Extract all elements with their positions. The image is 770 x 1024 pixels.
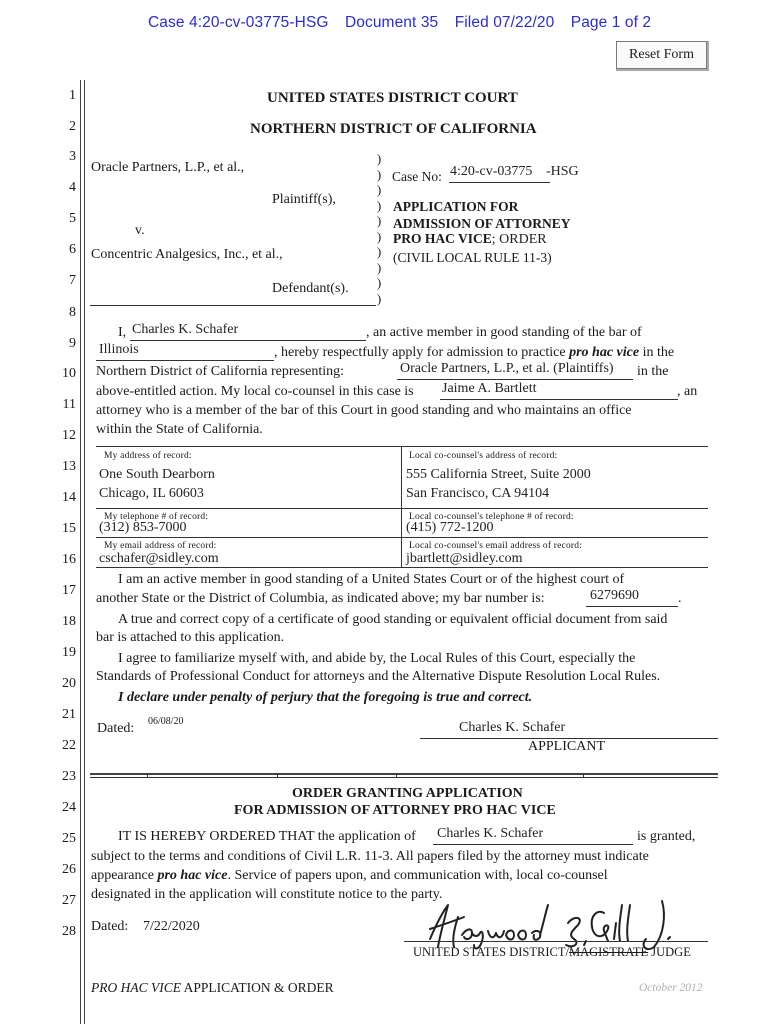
line-number: 6	[69, 242, 76, 257]
case-no-label: Case No:	[392, 169, 442, 184]
local-phone-label: Local co-counsel's telephone # of record:	[409, 512, 574, 522]
applicant-name-field[interactable]: Charles K. Schafer	[132, 322, 239, 337]
cocounsel-text: above-entitled action. My local co-counsel in this case is	[96, 384, 414, 399]
title-line-1: APPLICATION FOR	[393, 199, 519, 214]
my-address-line2[interactable]: Chicago, IL 60603	[99, 486, 204, 501]
representing-text: Northern District of California representing:	[96, 364, 345, 379]
line-number: 17	[62, 583, 76, 598]
line-number: 19	[62, 645, 76, 660]
judge-label-struck: MAGISTRATE	[568, 945, 649, 959]
order-dated-field[interactable]: 7/22/2020	[143, 919, 200, 934]
bar-state-field[interactable]: Illinois	[99, 342, 139, 357]
local-email-field[interactable]: jbartlett@sidley.com	[406, 551, 523, 566]
order-dated-label: Dated:	[91, 919, 129, 934]
rules-line1: I agree to familiarize myself with, and abide by, the Local Rules of this Court, especially the	[118, 651, 636, 666]
in-the-2: in the	[637, 364, 669, 379]
line-number: 21	[62, 707, 76, 722]
margin-line-left-outer	[80, 80, 81, 1024]
judge-label-part1: UNITED STATES DISTRICT/	[413, 945, 569, 959]
pro-hac-vice: pro hac vice	[569, 345, 640, 360]
applicant-dated-field[interactable]: 06/08/20	[148, 716, 184, 727]
active-member-line2: another State or the District of Columbia, as indicated above; my bar number is:	[96, 591, 545, 606]
i-prefix: I,	[118, 325, 127, 340]
in-the: in the	[642, 345, 675, 360]
local-phone-field[interactable]: (415) 772-1200	[406, 520, 494, 535]
line-number: 27	[62, 893, 76, 908]
ordered-text: IT IS HEREBY ORDERED THAT the application of	[118, 829, 416, 844]
line-number: 11	[62, 397, 76, 412]
caption-bottom-line	[90, 305, 376, 306]
granted-text: is granted,	[637, 829, 696, 844]
line-number: 28	[62, 924, 76, 939]
court-name: UNITED STATES DISTRICT COURT	[267, 90, 518, 106]
header-page: Page 1 of 2	[570, 14, 652, 31]
subject-text: subject to the terms and conditions of Civil L.R. 11-3. All papers filed by the attorney must indicate	[91, 849, 649, 864]
judge-label	[413, 945, 691, 960]
local-email-label: Local co-counsel's email address of record:	[409, 541, 583, 551]
line-number: 24	[62, 800, 76, 815]
designated-text: designated in the application will constitute notice to the party.	[91, 887, 443, 902]
line-number: 7	[69, 273, 76, 288]
judge-signature-line	[404, 941, 708, 942]
line-number: 1	[69, 88, 76, 103]
title-line-4: (CIVIL LOCAL RULE 11-3)	[393, 250, 552, 265]
representing-underline	[397, 379, 633, 380]
line-number: 4	[69, 180, 76, 195]
bar-state-underline	[96, 360, 274, 361]
defendant-name: Concentric Analgesics, Inc., et al.,	[91, 247, 283, 262]
line-number: 20	[62, 676, 76, 691]
cocounsel-underline	[440, 399, 678, 400]
ecf-header	[148, 14, 663, 32]
an-text: , an	[677, 384, 698, 399]
representing-field[interactable]: Oracle Partners, L.P., et al. (Plaintiffs)	[400, 361, 614, 376]
order-title-line2: FOR ADMISSION OF ATTORNEY PRO HAC VICE	[234, 803, 556, 818]
within-text: within the State of California.	[96, 422, 263, 437]
my-address-label: My address of record:	[104, 451, 192, 461]
active-member-line1: I am an active member in good standing of a United States Court or of the highest court of	[118, 572, 625, 587]
applicant-label: APPLICANT	[528, 739, 606, 754]
member-text: , an active member in good standing of the bar of	[366, 325, 642, 340]
plaintiff-label: Plaintiff(s),	[272, 192, 336, 207]
court-district: NORTHERN DISTRICT OF CALIFORNIA	[250, 121, 537, 137]
line-number: 8	[69, 305, 76, 320]
appearance-rest: . Service of papers upon, and communication with, local co-counsel	[227, 868, 608, 883]
order-applicant-underline	[433, 844, 633, 845]
applicant-dated-label: Dated:	[97, 721, 135, 736]
margin-line-left-inner	[84, 80, 85, 1024]
header-case: Case 4:20-cv-03775-HSG	[148, 14, 329, 31]
header-document: Document 35	[344, 14, 439, 31]
attorney-text: attorney who is a member of the bar of this Court in good standing and who maintains an office	[96, 403, 632, 418]
case-no-field[interactable]: 4:20-cv-03775	[450, 164, 533, 179]
applicant-name-underline	[130, 340, 366, 341]
line-number: 2	[69, 119, 76, 134]
appearance-pro-hac-vice: pro hac vice	[157, 868, 228, 883]
line-number: 18	[62, 614, 76, 629]
rules-line2: Standards of Professional Conduct for attorneys and the Alternative Dispute Resolution Local Rules.	[96, 669, 661, 684]
certificate-line1: A true and correct copy of a certificate of good standing or equivalent official document from said	[118, 612, 668, 627]
my-email-label: My email address of record:	[104, 541, 217, 551]
judge-label-part2: JUDGE	[648, 945, 691, 959]
line-number: 15	[62, 521, 76, 536]
caption-parens: ) ) ) ) ) ) ) ) ) )	[376, 151, 382, 306]
local-address-line1[interactable]: 555 California Street, Suite 2000	[406, 467, 591, 482]
order-separator-bottom	[90, 777, 718, 778]
footer-left	[91, 980, 334, 996]
line-number: 5	[69, 211, 76, 226]
apply-text: , hereby respectfully apply for admission to practice	[274, 345, 566, 360]
order-separator-top	[90, 773, 718, 775]
footer-pro-hac-vice: PRO HAC VICE	[91, 980, 181, 995]
local-address-line2[interactable]: San Francisco, CA 94104	[406, 486, 550, 501]
bar-number-underline	[586, 606, 678, 607]
line-number: 25	[62, 831, 76, 846]
line-number: 16	[62, 552, 76, 567]
my-phone-label: My telephone # of record:	[104, 512, 209, 522]
line-number: 10	[62, 366, 76, 381]
my-email-field[interactable]: cschafer@sidley.com	[99, 551, 219, 566]
cocounsel-field[interactable]: Jaime A. Bartlett	[442, 381, 537, 396]
bar-number-period: .	[678, 591, 682, 606]
order-title-line1: ORDER GRANTING APPLICATION	[292, 786, 523, 801]
title-line-2: ADMISSION OF ATTORNEY	[393, 216, 571, 231]
perjury-declaration: I declare under penalty of perjury that the foregoing is true and correct.	[118, 690, 533, 705]
footer-date: October 2012	[639, 982, 703, 994]
line-number: 12	[62, 428, 76, 443]
appearance-prefix: appearance	[91, 868, 154, 883]
local-address-label: Local co-counsel's address of record:	[409, 451, 558, 461]
line-number: 26	[62, 862, 76, 877]
title-line-3: PRO HAC VICE	[393, 231, 492, 246]
line-number: 9	[69, 336, 76, 351]
case-no-underline	[449, 182, 550, 183]
line-number: 3	[69, 149, 76, 164]
plaintiff-name: Oracle Partners, L.P., et al.,	[91, 160, 245, 175]
header-filed: Filed 07/22/20	[454, 14, 555, 31]
line-number: 13	[62, 459, 76, 474]
bar-number-field[interactable]: 6279690	[590, 588, 639, 603]
versus: v.	[135, 223, 145, 238]
line-number: 23	[62, 769, 76, 784]
applicant-signature-field[interactable]: Charles K. Schafer	[459, 720, 566, 735]
title-order: ; ORDER	[491, 232, 547, 247]
footer-title: APPLICATION & ORDER	[181, 980, 334, 995]
line-number: 14	[62, 490, 76, 505]
my-address-line1[interactable]: One South Dearborn	[99, 467, 215, 482]
reset-form-button[interactable]: Reset Form	[616, 41, 707, 69]
order-applicant-field[interactable]: Charles K. Schafer	[437, 826, 544, 841]
case-no-suffix: -HSG	[546, 164, 579, 179]
certificate-line2: bar is attached to this application.	[96, 630, 285, 645]
my-phone-field[interactable]: (312) 853-7000	[99, 520, 187, 535]
line-number: 22	[62, 738, 76, 753]
defendant-label: Defendant(s).	[272, 281, 349, 296]
